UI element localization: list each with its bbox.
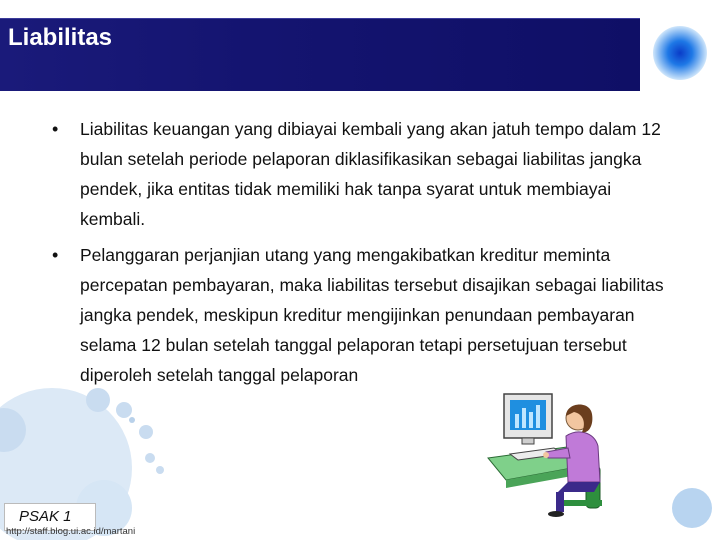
psak-label: PSAK 1 bbox=[19, 508, 72, 525]
bullet-item bbox=[52, 240, 672, 390]
bullet-list bbox=[52, 114, 672, 396]
slide-title: Liabilitas bbox=[8, 24, 113, 51]
footer-url[interactable]: http://staff.blog.ui.ac.id/martani bbox=[6, 526, 136, 537]
bullet-dot: • bbox=[52, 245, 59, 265]
bullet-text: Liabilitas keuangan yang dibiayai kembali yang akan jatuh tempo dalam 12 bulan setelah periode pelaporan diklasifikasikan sebagai liabilitas jangka pendek, jika entitas tidak memiliki hak tanpa syarat untuk membiayai kembali. bbox=[80, 119, 661, 229]
bullet-dot: • bbox=[52, 119, 59, 139]
person-at-computer-illustration bbox=[482, 388, 632, 518]
bullet-text: Pelanggaran perjanjian utang yang mengakibatkan kreditur meminta percepatan pembayaran, maka liabilitas tersebut disajikan sebagai liabilitas jangka pendek, meskipun kreditur mengijinkan penundaan pembayaran selama 12 bulan setelah tanggal pelaporan tetapi persetujuan tersebut diperoleh setelah tanggal pelaporan bbox=[80, 245, 664, 385]
bullet-item bbox=[52, 114, 672, 234]
